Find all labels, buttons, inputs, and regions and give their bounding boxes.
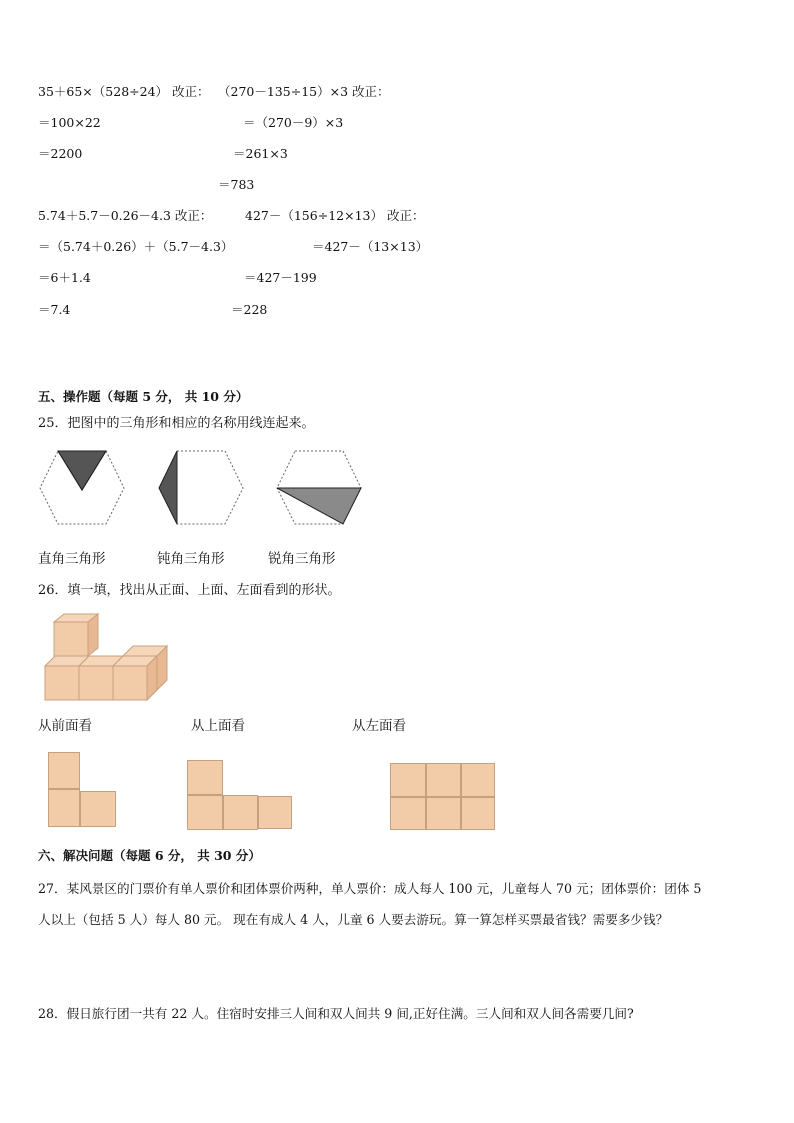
view-square [461, 797, 495, 830]
calc1-expression: 35＋65×（528÷24） 改正： [38, 84, 210, 99]
view-square [48, 752, 80, 789]
view-square [390, 763, 426, 797]
view-label-left: 从左面看 [352, 718, 406, 734]
calc2-step: ＝7.4 [38, 302, 71, 317]
name-acute-triangle: 锐角三角形 [268, 551, 336, 567]
calc2-expression-right: 427－（156÷12×13） 改正： [245, 208, 425, 223]
view-square [223, 795, 258, 830]
question-27-line1: 27．某风景区的门票价有单人票价和团体票价两种，单人票价：成人每人 100 元，儿童每人 70 元；团体票价：团体 5 [38, 881, 702, 896]
calc1-step-right: ＝783 [218, 177, 255, 192]
name-obtuse-triangle: 钝角三角形 [157, 551, 225, 567]
hexagon-right-triangle [38, 450, 126, 526]
question-26: 26．填一填，找出从正面、上面、左面看到的形状。 [38, 583, 341, 598]
calc2-expression: 5.74＋5.7－0.26－4.3 改正： [38, 208, 213, 223]
question-27-line2: 人以上（包括 5 人）每人 80 元。 现在有成人 4 人，儿童 6 人要去游玩。算一算怎样买票最省钱？需要多少钱？ [38, 912, 669, 927]
calc2-step: ＝（5.74＋0.26）＋（5.7－4.3） [38, 239, 234, 254]
view-square [390, 797, 426, 830]
section5-title: 五、操作题（每题 5 分， 共 10 分） [38, 389, 249, 404]
calc1-step-right: ＝261×3 [233, 146, 288, 161]
view-square [80, 791, 116, 827]
view-label-top: 从上面看 [191, 718, 245, 734]
view-square [426, 763, 461, 797]
calc1-step: ＝100×22 [38, 115, 101, 130]
view-square [187, 795, 223, 830]
view-label-front: 从前面看 [38, 718, 92, 734]
calc1-step-right: ＝（270－9）×3 [243, 115, 344, 130]
calc2-step: ＝6＋1.4 [38, 270, 91, 285]
shaded-triangle [159, 451, 177, 524]
view-square [187, 760, 223, 795]
section6-title: 六、解决问题（每题 6 分， 共 30 分） [38, 848, 261, 863]
calc1-step: ＝2200 [38, 146, 83, 161]
calc2-step-right: ＝228 [231, 302, 268, 317]
view-square [426, 797, 461, 830]
view-square [48, 789, 80, 827]
question-28: 28．假日旅行团一共有 22 人。住宿时安排三人间和双人间共 9 间,正好住满。三人间和双人间各需要几间? [38, 1006, 634, 1021]
question-25: 25．把图中的三角形和相应的名称用线连起来。 [38, 416, 315, 431]
hexagon-obtuse-triangle [157, 450, 245, 526]
hexagon-acute-triangle [275, 450, 363, 526]
calc2-step-right: ＝427－199 [244, 270, 317, 285]
calc2-step-right: ＝427－（13×13） [312, 239, 429, 254]
name-right-triangle: 直角三角形 [38, 551, 106, 567]
view-square [258, 796, 292, 829]
calc1-expression-right: （270－135÷15）×3 改正： [218, 84, 390, 99]
cube-figure [44, 612, 170, 702]
view-square [461, 763, 495, 797]
